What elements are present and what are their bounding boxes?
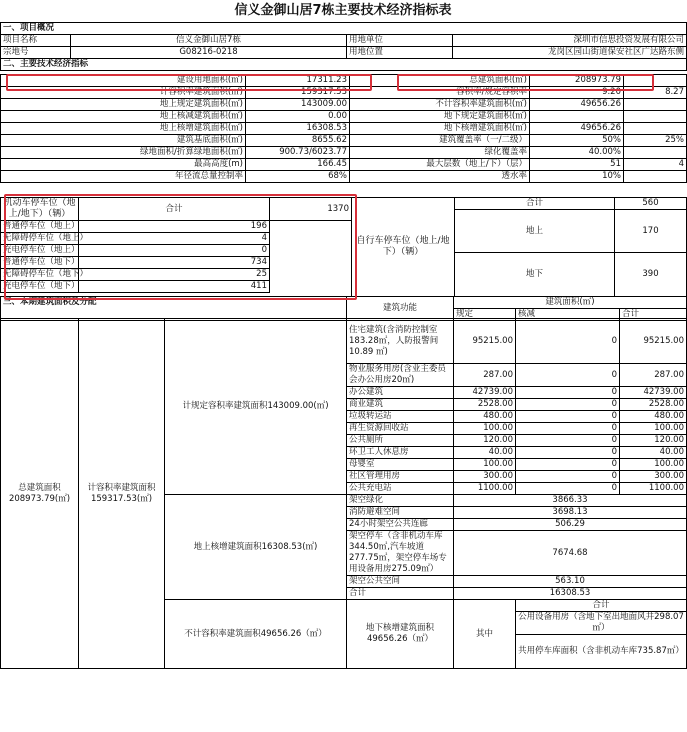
page-title: 信义金御山居7栋主要技术经济指标表: [234, 3, 452, 18]
indicator-label-right: 地下规定建筑面积(㎡): [350, 111, 530, 123]
bike-below-label: 地下: [455, 253, 615, 297]
indicator-label-left: 地上核减建筑面积(㎡): [1, 111, 246, 123]
section-2-header: 二、主要技术经济指标: [1, 59, 687, 71]
spec-value: 42739.00: [454, 387, 516, 399]
area-distribution-table: [0, 318, 687, 669]
main-indicators-table: [0, 74, 687, 183]
parking-type-value: 0: [79, 245, 270, 257]
parking-total-value: 1370: [270, 198, 352, 221]
function-name: 环卫工人休息房: [347, 447, 454, 459]
inc-area-label: 地上核增建筑面积16308.53(㎡): [165, 495, 347, 600]
total-value: 2528.00: [620, 399, 687, 411]
indicator-value-extra: 8.27: [624, 87, 687, 99]
adj-value: 0: [516, 423, 620, 435]
indicator-value-extra: [624, 171, 687, 183]
total-value: 1100.00: [620, 483, 687, 495]
indicator-label-left: 计容积率建筑面积(㎡): [1, 87, 246, 99]
total-area-label: 总建筑面积 208973.79(㎡): [1, 319, 79, 669]
location-label: 用地位置: [347, 47, 453, 59]
function-name: 公共充电站: [347, 483, 454, 495]
spec-area-label: 计规定容积率建筑面积143009.00(㎡): [165, 319, 347, 495]
parking-type-label: 充电停车位（地下）: [1, 281, 79, 293]
indicator-value-left: 16308.53: [246, 123, 350, 135]
area-col-header: 建筑面积(㎡): [454, 297, 687, 309]
parcel-label: 宗地号: [1, 47, 71, 59]
indicator-row: [1, 75, 687, 87]
section-1-header: 一、项目概况: [1, 23, 687, 35]
bike-parking-table: [351, 197, 687, 297]
spec-value: 2528.00: [454, 399, 516, 411]
project-name-value: 信义金御山居7栋: [71, 35, 347, 47]
area-value: 563.10: [454, 576, 687, 588]
adj-value: 0: [516, 435, 620, 447]
parking-type-label: 充电停车位（地上）: [1, 245, 79, 257]
total-value: 287.00: [620, 364, 687, 387]
function-name: 架空公共空间: [347, 576, 454, 588]
function-name: 母婴室: [347, 459, 454, 471]
adj-value: 0: [516, 319, 620, 364]
function-name: 社区管理用房: [347, 471, 454, 483]
spec-value: 100.00: [454, 423, 516, 435]
spec-value: 100.00: [454, 459, 516, 471]
spec-value: 40.00: [454, 447, 516, 459]
indicator-label-left: 地上核增建筑面积(㎡): [1, 123, 246, 135]
parking-row: [1, 221, 352, 233]
under-area-label: 地下核增建筑面积49656.26（㎡）: [347, 600, 454, 669]
indicator-value-right: 10%: [530, 171, 624, 183]
function-name: 合计: [347, 588, 454, 600]
function-name: 消防避难空间: [347, 507, 454, 519]
indicator-label-left: 建筑基底面积(㎡): [1, 135, 246, 147]
indicator-value-extra: 25%: [624, 135, 687, 147]
total-value: 300.00: [620, 471, 687, 483]
area-value: 3698.13: [454, 507, 687, 519]
function-name: 商业建筑: [347, 399, 454, 411]
total-value: 480.00: [620, 411, 687, 423]
indicator-row: [1, 147, 687, 159]
indicator-label-right: 最大层数（地上/下）（层）: [350, 159, 530, 171]
total-value: 40.00: [620, 447, 687, 459]
area-value: 7674.68: [454, 531, 687, 576]
bike-total-value: 560: [615, 198, 687, 210]
area-row: [1, 319, 687, 364]
indicator-label-right: 建筑覆盖率（一/二级）: [350, 135, 530, 147]
nfa-area-label: 不计容积率建筑面积49656.26（㎡）: [165, 600, 347, 669]
adj-value: 0: [516, 459, 620, 471]
function-name: 公共厕所: [347, 435, 454, 447]
spec-value: 287.00: [454, 364, 516, 387]
indicator-row: [1, 159, 687, 171]
indicator-value-left: 166.45: [246, 159, 350, 171]
indicator-label-right: 不计容积率建筑面积(㎡): [350, 99, 530, 111]
parking-type-label: 普通停车位（地上）: [1, 221, 79, 233]
indicator-row: [1, 135, 687, 147]
indicator-label-left: 最高高度(m): [1, 159, 246, 171]
indicator-value-extra: [624, 111, 687, 123]
parking-type-value: 196: [79, 221, 270, 233]
parking-type-value: 734: [79, 257, 270, 269]
indicator-value-left: 143009.00: [246, 99, 350, 111]
indicator-value-left: 0.00: [246, 111, 350, 123]
indicator-value-left: 17311.23: [246, 75, 350, 87]
function-name: 24小时架空公共连廊: [347, 519, 454, 531]
parking-type-value: 411: [79, 281, 270, 293]
bike-above-label: 地上: [455, 210, 615, 253]
indicator-label-right: 绿化覆盖率: [350, 147, 530, 159]
indicator-label-left: 绿地面积/折算绿地面积(㎡): [1, 147, 246, 159]
area-value: 16308.53: [454, 588, 687, 600]
indicator-value-left: 159317.53: [246, 87, 350, 99]
indicator-value-right: [530, 111, 624, 123]
adj-value: 0: [516, 387, 620, 399]
indicator-label-right: 容积率/规定容积率: [350, 87, 530, 99]
vehicle-parking-table: [0, 197, 352, 293]
indicator-value-extra: 4: [624, 159, 687, 171]
total-value: 95215.00: [620, 319, 687, 364]
parking-type-value: 4: [79, 233, 270, 245]
of-which-label: 其中: [454, 600, 516, 669]
project-name-label: 项目名称: [1, 35, 71, 47]
total-col-header: 合计: [620, 309, 687, 321]
bike-above-value: 170: [615, 210, 687, 253]
adj-value: 0: [516, 483, 620, 495]
indicator-value-right: 49656.26: [530, 99, 624, 111]
indicator-row: [1, 99, 687, 111]
vehicle-parking-label: 机动车停车位（地上/地下）（辆）: [1, 198, 79, 221]
indicator-value-left: 8655.62: [246, 135, 350, 147]
indicator-value-right: 50%: [530, 135, 624, 147]
bike-total-label: 合计: [455, 198, 615, 210]
parking-row: [1, 233, 352, 245]
spec-value: 480.00: [454, 411, 516, 423]
bike-parking-label: 自行车停车位（地上/地下）（辆）: [352, 198, 455, 297]
bike-below-value: 390: [615, 253, 687, 297]
adj-value: 0: [516, 447, 620, 459]
spec-col-header: 规定: [454, 309, 516, 321]
indicator-value-right: 9.20: [530, 87, 624, 99]
under-total-label: 合计: [516, 600, 687, 612]
parking-row: [1, 269, 352, 281]
function-col-header: 建筑功能: [347, 297, 454, 321]
area-value: 3866.33: [454, 495, 687, 507]
spec-value: 300.00: [454, 471, 516, 483]
parking-row: [1, 245, 352, 257]
location-value: 龙岗区园山街道保安社区广达路东侧: [453, 47, 687, 59]
parking-type-label: 无障碍停车位（地上）: [1, 233, 79, 245]
parking-row: [1, 281, 352, 293]
indicator-value-left: 900.73/6023.77: [246, 147, 350, 159]
adj-value: 0: [516, 364, 620, 387]
total-value: 42739.00: [620, 387, 687, 399]
parking-total-label: 合计: [79, 198, 270, 221]
section-3-header: 三、本期建筑面积及分配: [1, 297, 347, 309]
indicator-value-right: 49656.26: [530, 123, 624, 135]
function-name: 住宅建筑(含消防控制室183.28㎡，人防报警间10.89 ㎡): [347, 319, 454, 364]
function-name: 再生资源回收站: [347, 423, 454, 435]
area-value: 506.29: [454, 519, 687, 531]
function-name: 物业服务用房(含业主委员会办公用房20㎡): [347, 364, 454, 387]
parking-type-label: 普通停车位（地下）: [1, 257, 79, 269]
indicator-value-extra: [624, 147, 687, 159]
indicator-value-right: 208973.79: [530, 75, 624, 87]
function-name: 共用停车库面积（含非机动车库735.87㎡）: [516, 635, 687, 669]
parking-row: [1, 257, 352, 269]
fa-area-label: 计容积率建筑面积 159317.53(㎡): [79, 319, 165, 669]
indicator-label-right: 透水率: [350, 171, 530, 183]
indicator-value-extra: [624, 123, 687, 135]
indicator-value-extra: [624, 99, 687, 111]
function-name: 垃圾转运站: [347, 411, 454, 423]
indicator-row: [1, 87, 687, 99]
land-unit-label: 用地单位: [347, 35, 453, 47]
indicator-label-right: 总建筑面积(㎡): [350, 75, 530, 87]
indicator-value-extra: [624, 75, 687, 87]
indicator-value-left: 68%: [246, 171, 350, 183]
spec-value: 120.00: [454, 435, 516, 447]
indicator-value-right: 51: [530, 159, 624, 171]
function-name: 架空绿化: [347, 495, 454, 507]
land-unit-value: 深圳市信思投资发展有限公司: [453, 35, 687, 47]
adj-value: 0: [516, 471, 620, 483]
indicator-label-left: 地上规定建筑面积(㎡): [1, 99, 246, 111]
function-name: 架空停车（含非机动车库344.50㎡,汽车坡道277.75㎡，架空停车场专用设备用房275.09㎡）: [347, 531, 454, 576]
parcel-value: G08216-0218: [71, 47, 347, 59]
indicator-row: [1, 111, 687, 123]
adj-value: 0: [516, 399, 620, 411]
indicator-value-right: 40.00%: [530, 147, 624, 159]
indicator-label-left: 年径流总量控制率: [1, 171, 246, 183]
indicator-row: [1, 123, 687, 135]
total-value: 120.00: [620, 435, 687, 447]
indicator-label-left: 建设用地面积(㎡): [1, 75, 246, 87]
total-value: 100.00: [620, 423, 687, 435]
indicator-row: [1, 171, 687, 183]
project-overview-table: [0, 22, 687, 71]
adj-value: 0: [516, 411, 620, 423]
adj-col-header: 核减: [516, 309, 620, 321]
indicator-label-right: 地下核增建筑面积(㎡): [350, 123, 530, 135]
parking-type-label: 无障碍停车位（地下）: [1, 269, 79, 281]
spec-value: 95215.00: [454, 319, 516, 364]
total-value: 100.00: [620, 459, 687, 471]
parking-type-value: 25: [79, 269, 270, 281]
function-name: 办公建筑: [347, 387, 454, 399]
function-name: 公用设备用房（含地下室出地面风井298.07㎡）: [516, 612, 687, 635]
spec-value: 1100.00: [454, 483, 516, 495]
